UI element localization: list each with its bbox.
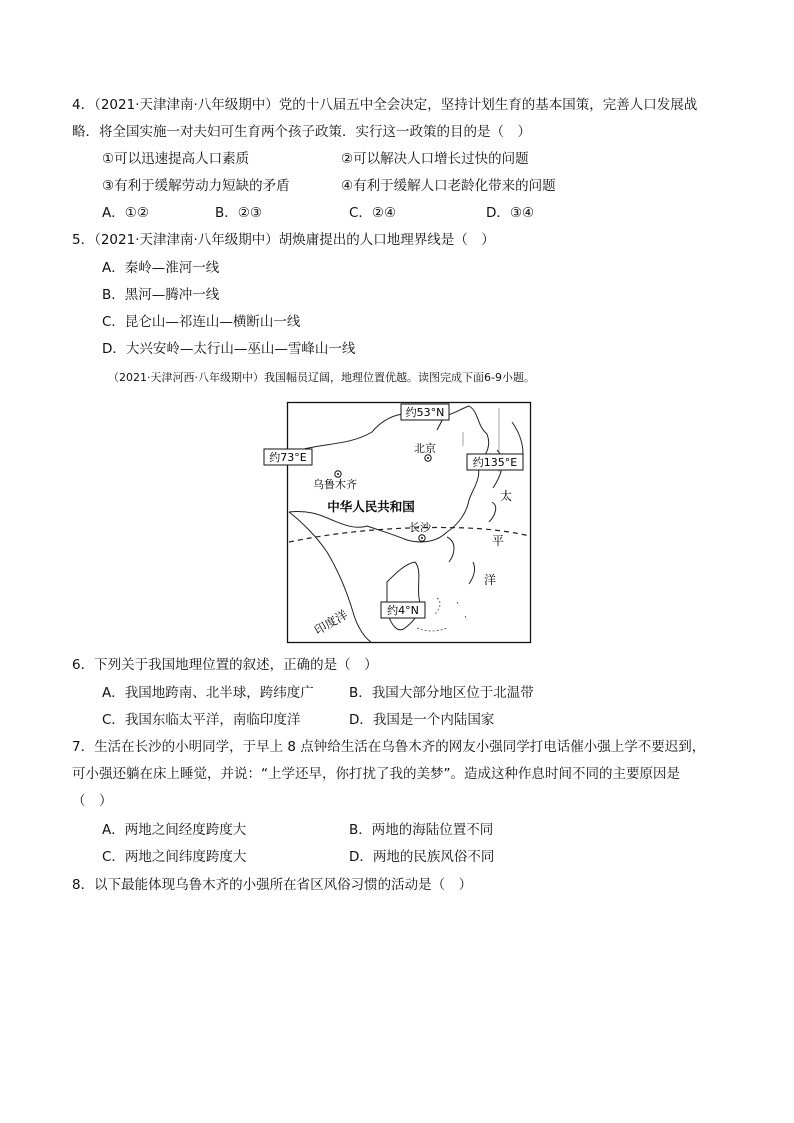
label-4n: 约4°N bbox=[387, 604, 419, 617]
q4-option-c[interactable]: C．②④ bbox=[349, 205, 397, 221]
indian-ocean-label: 印度洋 bbox=[311, 607, 351, 638]
pacific-label-3: 洋 bbox=[483, 573, 497, 587]
q4-option-b[interactable]: B．②③ bbox=[215, 205, 262, 221]
city-urumqi: 乌鲁木齐 bbox=[313, 478, 357, 491]
label-73e: 约73°E bbox=[269, 451, 307, 464]
q5-option-c[interactable]: C．昆仑山—祁连山—横断山一线 bbox=[102, 314, 301, 330]
q4-option-a[interactable]: A．①② bbox=[102, 205, 149, 221]
country-label: 中华人民共和国 bbox=[327, 499, 415, 514]
q5-option-b[interactable]: B．黑河—腾冲一线 bbox=[102, 287, 220, 303]
q7-stem-line2: 可小强还躺在床上睡觉，并说：“上学还早，你打扰了我的美梦”。造成这种作息时间不同的主要原因是 bbox=[72, 766, 680, 782]
pacific-label-1: 太 bbox=[499, 489, 513, 503]
q5-option-d[interactable]: D．大兴安岭—太行山—巫山—雪峰山一线 bbox=[102, 341, 356, 357]
q7-option-a[interactable]: A．两地之间经度跨度大 bbox=[102, 822, 247, 838]
q4-option-d[interactable]: D．③④ bbox=[486, 205, 535, 221]
q6-option-a[interactable]: A．我国地跨南、北半球，跨纬度广 bbox=[102, 685, 314, 701]
q5-stem: 5．（2021·天津津南·八年级期中）胡焕庸提出的人口地理界线是（ ） bbox=[72, 232, 495, 248]
label-53n: 约53°N bbox=[405, 406, 445, 419]
q6-option-c[interactable]: C．我国东临太平洋，南临印度洋 bbox=[102, 712, 301, 728]
q7-stem-line3: （ ） bbox=[72, 793, 113, 809]
q6-option-d[interactable]: D．我国是一个内陆国家 bbox=[349, 712, 495, 728]
q7-option-d[interactable]: D．两地的民族风俗不同 bbox=[349, 849, 495, 865]
q6-option-b[interactable]: B．我国大部分地区位于北温带 bbox=[349, 685, 534, 701]
q6-stem: 6．下列关于我国地理位置的叙述，正确的是（ ） bbox=[72, 657, 378, 673]
q7-stem-line1: 7．生活在长沙的小明同学，于早上 8 点钟给生活在乌鲁木齐的网友小强同学打电话催小强上学不要迟到， bbox=[72, 739, 706, 755]
q4-item-4: ④有利于缓解人口老龄化带来的问题 bbox=[341, 178, 556, 194]
pacific-label-2: 平 bbox=[491, 534, 505, 548]
china-location-map bbox=[269, 402, 531, 643]
q6-9-intro: （2021·天津河西·八年级期中）我国幅员辽阔，地理位置优越。读图完成下面6-9小题。 bbox=[108, 371, 535, 384]
q5-option-a[interactable]: A．秦岭—淮河一线 bbox=[102, 260, 220, 276]
q8-stem: 8．以下最能体现乌鲁木齐的小强所在省区风俗习惯的活动是（ ） bbox=[72, 877, 473, 893]
q4-item-1: ①可以迅速提高人口素质 bbox=[102, 151, 250, 167]
q4-item-3: ③有利于缓解劳动力短缺的矛盾 bbox=[102, 178, 290, 194]
q7-option-b[interactable]: B．两地的海陆位置不同 bbox=[349, 822, 494, 838]
city-beijing: 北京 bbox=[414, 442, 436, 455]
city-changsha: 长沙 bbox=[409, 521, 431, 534]
q7-option-c[interactable]: C．两地之间纬度跨度大 bbox=[102, 849, 247, 865]
q4-stem-line2: 略．将全国实施一对夫妇可生育两个孩子政策．实行这一政策的目的是（ ） bbox=[72, 124, 531, 140]
q4-stem-line1: 4．（2021·天津津南·八年级期中）党的十八届五中全会决定，坚持计划生育的基本国策，完善人口发展战 bbox=[72, 97, 698, 113]
label-135e: 约135°E bbox=[472, 456, 518, 469]
q4-item-2: ②可以解决人口增长过快的问题 bbox=[341, 151, 529, 167]
